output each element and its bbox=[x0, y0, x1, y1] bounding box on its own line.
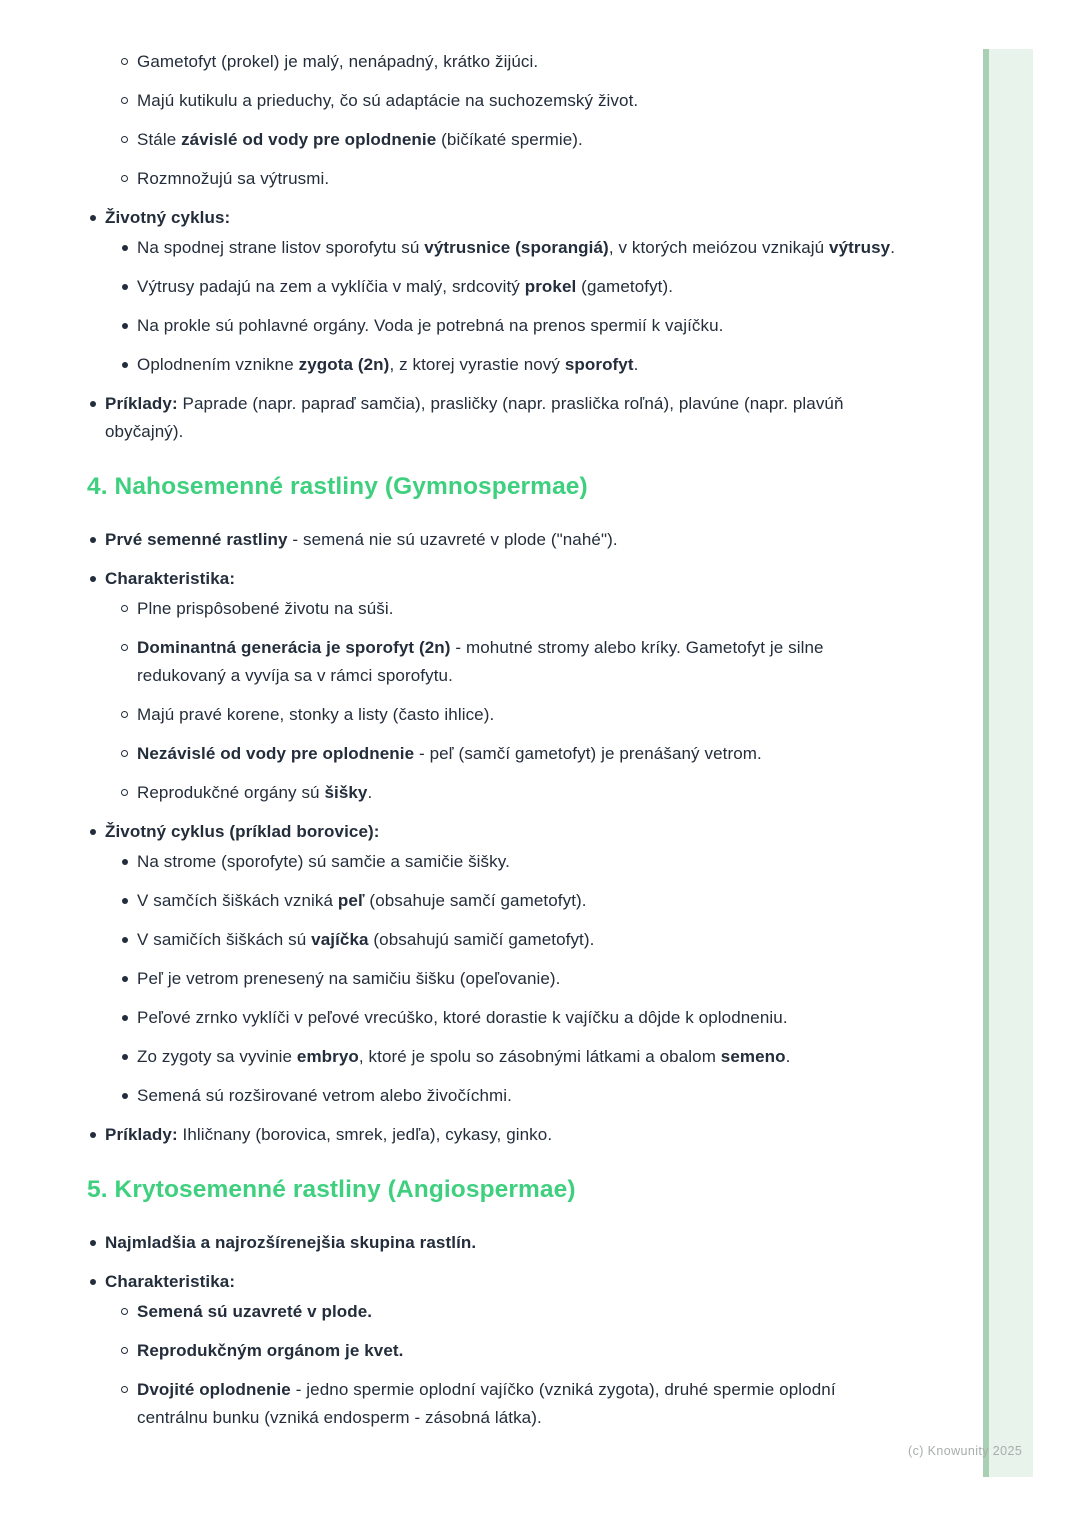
list-item bbox=[89, 1229, 905, 1257]
text-run: Majú pravé korene, stonky a listy (často ihlice). bbox=[137, 705, 495, 724]
disc-bullet-icon bbox=[121, 965, 137, 993]
text-run: (obsahuje samčí gametofyt). bbox=[364, 891, 587, 910]
text-run: Rozmnožujú sa výtrusmi. bbox=[137, 169, 330, 188]
list-item-text bbox=[137, 234, 905, 262]
text-run: Na spodnej strane listov sporofytu sú bbox=[137, 238, 425, 257]
disc-bullet-icon bbox=[89, 565, 105, 593]
text-run: Prvé semenné rastliny bbox=[105, 530, 288, 549]
list-item bbox=[121, 234, 905, 262]
text-run: Gametofyt (prokel) je malý, nenápadný, krátko žijúci. bbox=[137, 52, 539, 71]
list-item bbox=[89, 565, 905, 593]
text-run: Dvojité oplodnenie bbox=[137, 1380, 291, 1399]
text-run: semeno bbox=[720, 1047, 786, 1066]
text-run: Peľ je vetrom prenesený na samičiu šišku (opeľovanie). bbox=[137, 969, 561, 988]
text-run: závislé od vody pre oplodnenie bbox=[181, 130, 437, 149]
list-item bbox=[89, 526, 905, 554]
disc-bullet-icon bbox=[121, 887, 137, 915]
list-item bbox=[121, 701, 905, 729]
circle-bullet-icon bbox=[121, 1337, 137, 1365]
disc-bullet-icon bbox=[121, 351, 137, 379]
text-run: - mohutné stromy alebo kríky. Gametofyt je silne redukovaný a vyvíja sa v rámci sporofytu. bbox=[137, 638, 824, 685]
section-heading: 5. Krytosemenné rastliny (Angiospermae) bbox=[87, 1176, 576, 1203]
text-run: Výtrusy padajú na zem a vyklíčia v malý, srdcovitý bbox=[137, 277, 525, 296]
list-item-text bbox=[105, 204, 905, 232]
text-run: šišky bbox=[324, 783, 368, 802]
text-run: Stále bbox=[137, 130, 182, 149]
list-item bbox=[121, 595, 905, 623]
text-run: Najmladšia a najrozšírenejšia skupina rastlín. bbox=[105, 1233, 477, 1252]
text-run: Majú kutikulu a prieduchy, čo sú adaptácie na suchozemský život. bbox=[137, 91, 639, 110]
text-run: Životný cyklus (príklad borovice): bbox=[105, 822, 380, 841]
list-item-text bbox=[137, 126, 905, 154]
text-run: výtrusy bbox=[829, 238, 891, 257]
list-item-text bbox=[137, 165, 905, 193]
list-item-text bbox=[105, 1121, 905, 1149]
text-run: - peľ (samčí gametofyt) je prenášaný vetrom. bbox=[414, 744, 762, 763]
circle-bullet-icon bbox=[121, 740, 137, 768]
list-item-text bbox=[137, 965, 905, 993]
disc-bullet-icon bbox=[89, 526, 105, 554]
list-item bbox=[89, 1121, 905, 1149]
list-item bbox=[121, 1004, 905, 1032]
text-run: - semená nie sú uzavreté v plode ("nahé"). bbox=[287, 530, 618, 549]
disc-bullet-icon bbox=[121, 1004, 137, 1032]
list-item-text bbox=[137, 1298, 905, 1326]
disc-bullet-icon bbox=[121, 1043, 137, 1071]
list-item bbox=[121, 634, 905, 690]
text-run: Charakteristika: bbox=[105, 1272, 236, 1291]
text-run: výtrusnice (sporangiá) bbox=[424, 238, 609, 257]
circle-bullet-icon bbox=[121, 165, 137, 193]
disc-bullet-icon bbox=[121, 312, 137, 340]
text-run: Paprade (napr. papraď samčia), prasličky (napr. praslička roľná), plavúne (napr. plavúň obyčajný). bbox=[105, 394, 844, 441]
section-heading: 4. Nahosemenné rastliny (Gymnospermae) bbox=[87, 473, 588, 500]
list-item-text bbox=[137, 351, 905, 379]
list-item bbox=[121, 312, 905, 340]
list-item-text bbox=[137, 926, 905, 954]
text-run: . bbox=[367, 783, 373, 802]
page-edge-panel bbox=[989, 49, 1033, 1477]
list-item bbox=[121, 1376, 905, 1432]
list-item bbox=[89, 204, 905, 232]
text-run: zygota (2n) bbox=[298, 355, 390, 374]
text-run: . bbox=[785, 1047, 791, 1066]
text-run: Životný cyklus: bbox=[105, 208, 231, 227]
text-run: Semená sú uzavreté v plode. bbox=[137, 1302, 373, 1321]
circle-bullet-icon bbox=[121, 126, 137, 154]
text-run: , z ktorej vyrastie nový bbox=[389, 355, 565, 374]
list-item-text bbox=[137, 87, 905, 115]
text-run: , v ktorých meiózou vznikajú bbox=[608, 238, 830, 257]
text-run: Zo zygoty sa vyvinie bbox=[137, 1047, 297, 1066]
text-run: Nezávislé od vody pre oplodnenie bbox=[137, 744, 415, 763]
disc-bullet-icon bbox=[121, 848, 137, 876]
page-edge-rail bbox=[983, 49, 1033, 1477]
text-run: , ktoré je spolu so zásobnými látkami a obalom bbox=[358, 1047, 721, 1066]
disc-bullet-icon bbox=[89, 204, 105, 232]
list-item bbox=[89, 1268, 905, 1296]
list-item-text bbox=[137, 312, 905, 340]
text-run: vajíčka bbox=[311, 930, 369, 949]
text-run: Ihličnany (borovica, smrek, jedľa), cykasy, ginko. bbox=[177, 1125, 553, 1144]
list-item-text bbox=[105, 1268, 905, 1296]
text-run: Reprodukčným orgánom je kvet. bbox=[137, 1341, 404, 1360]
list-item-text bbox=[137, 595, 905, 623]
text-run: Charakteristika: bbox=[105, 569, 236, 588]
list-item-text bbox=[137, 634, 905, 690]
disc-bullet-icon bbox=[89, 818, 105, 846]
list-item bbox=[121, 1043, 905, 1071]
disc-bullet-icon bbox=[89, 1121, 105, 1149]
list-item-text bbox=[137, 1376, 905, 1432]
disc-bullet-icon bbox=[121, 926, 137, 954]
circle-bullet-icon bbox=[121, 48, 137, 76]
list-item bbox=[121, 351, 905, 379]
list-item bbox=[121, 965, 905, 993]
list-item bbox=[89, 818, 905, 846]
list-item bbox=[121, 887, 905, 915]
list-item bbox=[121, 779, 905, 807]
list-item bbox=[121, 1298, 905, 1326]
text-run: peľ bbox=[337, 891, 365, 910]
disc-bullet-icon bbox=[121, 234, 137, 262]
disc-bullet-icon bbox=[89, 390, 105, 446]
list-item bbox=[121, 48, 905, 76]
list-item-text bbox=[137, 779, 905, 807]
list-item bbox=[121, 165, 905, 193]
list-item-text bbox=[137, 1082, 905, 1110]
text-run: - jedno spermie oplodní vajíčko (vzniká zygota), druhé spermie oplodní centrálnu bunku (vzniká endosperm - zásobná látka). bbox=[137, 1380, 836, 1427]
disc-bullet-icon bbox=[89, 1229, 105, 1257]
circle-bullet-icon bbox=[121, 1376, 137, 1432]
circle-bullet-icon bbox=[121, 87, 137, 115]
list-item-text bbox=[137, 740, 905, 768]
disc-bullet-icon bbox=[89, 1268, 105, 1296]
list-item bbox=[121, 1337, 905, 1365]
text-run: Semená sú rozširované vetrom alebo živočíchmi. bbox=[137, 1086, 512, 1105]
watermark: (c) Knowunity 2025 bbox=[908, 1444, 1023, 1458]
text-run: Oplodnením vznikne bbox=[137, 355, 299, 374]
disc-bullet-icon bbox=[121, 1082, 137, 1110]
text-run: V samčích šiškách vzniká bbox=[137, 891, 338, 910]
list-item-text bbox=[105, 565, 905, 593]
document-content bbox=[87, 48, 905, 1443]
list-item bbox=[89, 390, 905, 446]
text-run: . bbox=[633, 355, 639, 374]
circle-bullet-icon bbox=[121, 595, 137, 623]
text-run: (obsahujú samičí gametofyt). bbox=[368, 930, 595, 949]
list-item-text bbox=[105, 1229, 905, 1257]
list-item bbox=[121, 126, 905, 154]
text-run: Reprodukčné orgány sú bbox=[137, 783, 325, 802]
text-run: embryo bbox=[296, 1047, 359, 1066]
list-item bbox=[121, 848, 905, 876]
circle-bullet-icon bbox=[121, 779, 137, 807]
text-run: Na strome (sporofyte) sú samčie a samičie šišky. bbox=[137, 852, 510, 871]
list-item-text bbox=[137, 1004, 905, 1032]
list-item-text bbox=[137, 848, 905, 876]
list-item bbox=[121, 740, 905, 768]
text-run: Plne prispôsobené životu na súši. bbox=[137, 599, 394, 618]
text-run: Príklady: bbox=[105, 394, 178, 413]
text-run: Dominantná generácia je sporofyt (2n) bbox=[137, 638, 451, 657]
list-item bbox=[121, 926, 905, 954]
list-item-text bbox=[105, 390, 905, 446]
text-run: Na prokle sú pohlavné orgány. Voda je potrebná na prenos spermií k vajíčku. bbox=[137, 316, 724, 335]
text-run: . bbox=[890, 238, 896, 257]
circle-bullet-icon bbox=[121, 701, 137, 729]
list-item-text bbox=[137, 701, 905, 729]
list-item-text bbox=[137, 48, 905, 76]
text-run: sporofyt bbox=[564, 355, 634, 374]
text-run: (gametofyt). bbox=[576, 277, 674, 296]
circle-bullet-icon bbox=[121, 634, 137, 690]
list-item-text bbox=[137, 1043, 905, 1071]
list-item bbox=[121, 1082, 905, 1110]
text-run: (bičíkaté spermie). bbox=[436, 130, 583, 149]
list-item-text bbox=[105, 818, 905, 846]
circle-bullet-icon bbox=[121, 1298, 137, 1326]
list-item-text bbox=[137, 887, 905, 915]
text-run: Príklady: bbox=[105, 1125, 178, 1144]
list-item-text bbox=[137, 273, 905, 301]
list-item-text bbox=[105, 526, 905, 554]
text-run: V samičích šiškách sú bbox=[137, 930, 312, 949]
disc-bullet-icon bbox=[121, 273, 137, 301]
list-item-text bbox=[137, 1337, 905, 1365]
text-run: Peľové zrnko vyklíči v peľové vrecúško, ktoré dorastie k vajíčku a dôjde k oplodneniu. bbox=[137, 1008, 788, 1027]
list-item bbox=[121, 273, 905, 301]
list-item bbox=[121, 87, 905, 115]
text-run: prokel bbox=[524, 277, 577, 296]
